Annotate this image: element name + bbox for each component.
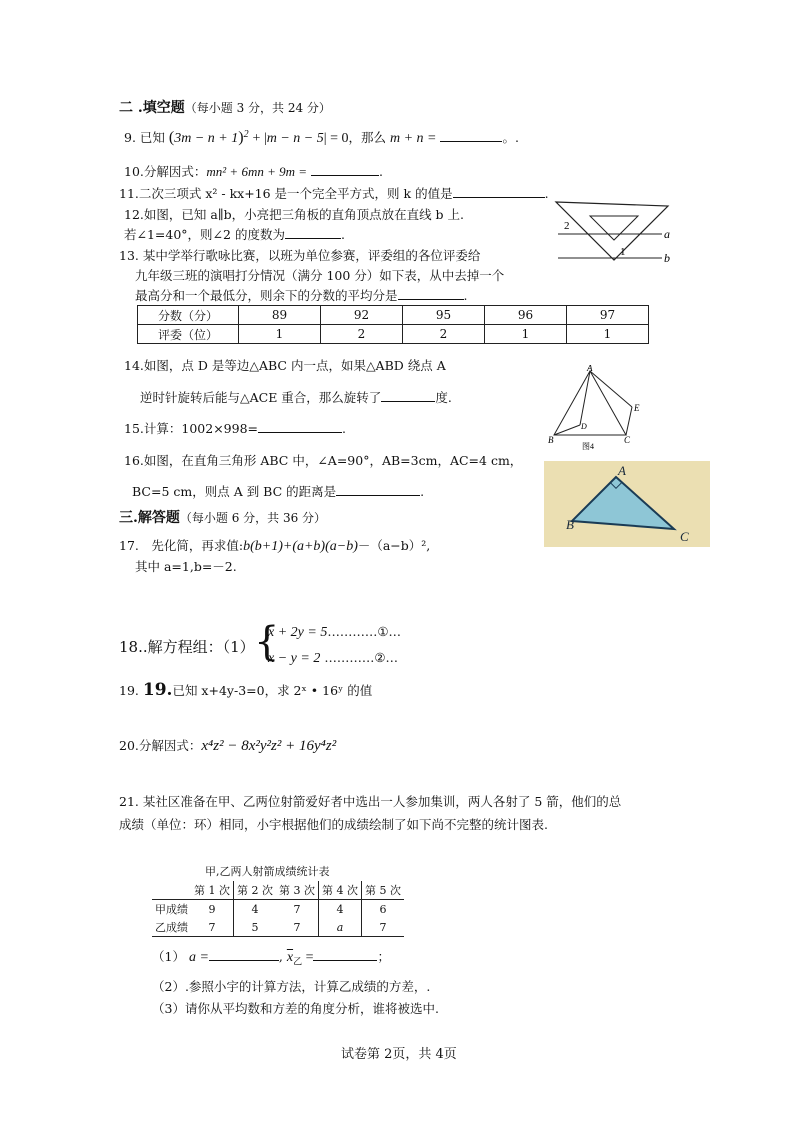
question-16-line2: BC=5 cm，则点 A 到 BC 的距离是 .: [132, 484, 425, 499]
question-21-line1: 21. 某社区准备在甲、乙两位射箭爱好者中选出一人参加集训，两人各射了 5 箭，他们的总: [119, 794, 622, 809]
table-cell: 2: [403, 325, 485, 344]
score-table: [137, 305, 649, 344]
question-21-part1: （1） a = , $\overline{x}_乙$ = ；: [152, 949, 390, 968]
table-cell: 第 3 次: [276, 881, 319, 900]
line-b-label: b: [664, 251, 670, 265]
score-row: [138, 306, 649, 325]
table-cell: 7: [293, 902, 301, 916]
question-20: 20.分解因式：x⁴z² − 8x²y²z² + 16y⁴z²: [119, 738, 337, 754]
table-cell: 1: [567, 325, 649, 344]
table-cell: 评委（位）: [138, 325, 239, 344]
table-cell: 92: [321, 306, 403, 325]
table-cell: 97: [567, 306, 649, 325]
archery-table: [152, 881, 404, 937]
archery-row-yi: [152, 918, 404, 937]
angle-2-label: 2: [564, 220, 570, 232]
question-13-line2: 九年级三班的演唱打分情况（满分 100 分）如下表，从中去掉一个: [135, 268, 505, 283]
page-footer: 试卷第 2页，共 4页: [341, 1047, 457, 1062]
question-13-line3: 最高分和一个最低分，则余下的分数的平均分是 .: [135, 288, 468, 303]
question-10: 10.分解因式：mn² + 6mn + 9m = .: [124, 164, 383, 179]
parallel-lines-figure: [550, 196, 676, 268]
table-cell: 96: [485, 306, 567, 325]
table-cell: 第 5 次: [362, 881, 405, 900]
question-11: 11.二次三项式 x² - kx+16 是一个完全平方式，则 k 的值是 .: [119, 186, 549, 201]
vertex-c-label: C: [680, 529, 689, 544]
table-cell: 7: [276, 918, 319, 937]
table-cell: 7: [362, 918, 405, 937]
vertex-d-label: D: [581, 422, 587, 431]
judge-row: [138, 325, 649, 344]
question-21-part3: （3）请你从平均数和方差的角度分析，谁将被选中.: [152, 1001, 439, 1016]
line-a-label: a: [664, 227, 670, 241]
table-cell: 第 4 次: [319, 881, 362, 900]
archery-header-row: [152, 881, 404, 900]
table-cell: 第 1 次: [191, 881, 234, 900]
table-cell: 甲成绩: [155, 903, 188, 916]
vertex-e-label: E: [634, 403, 640, 413]
question-15: 15.计算：1002×998= .: [124, 421, 346, 436]
vertex-b-label: B: [566, 517, 574, 532]
vertex-a-label: A: [587, 365, 593, 373]
question-17-line2: 其中 a=1,b=－2.: [135, 559, 237, 574]
segment-ce: [626, 407, 632, 435]
system-brace: {: [254, 619, 280, 665]
question-14-line1: 14.如图，点 D 是等边△ABC 内一点，如果△ABD 绕点 A: [124, 358, 446, 373]
table-cell: 5: [234, 918, 277, 937]
question-21-line2: 成绩（单位：环）相同，小宇根据他们的成绩绘制了如下尚不完整的统计图表.: [119, 817, 548, 832]
vertex-a-label: A: [618, 463, 626, 478]
question-19: 19. 19.已知 x+4y-3=0，求 2ˣ • 16ʸ 的值: [119, 680, 373, 700]
table-cell: 1: [485, 325, 567, 344]
question-14-line2: 逆时针旋转后能与△ACE 重合，那么旋转了 度.: [140, 390, 452, 405]
angle-1-label: 1: [620, 246, 626, 258]
equation-1: x + 2y = 5…………①…: [268, 624, 402, 640]
question-17-line1: 17. 先化简，再求值:b(b+1)+(a+b)(a−b)－（a−b）²,: [119, 538, 431, 554]
table-cell: 第 2 次: [234, 881, 277, 900]
section3-heading: 三.解答题（每小题 6 分，共 36 分）: [119, 510, 327, 526]
triangle-ruler-outer: [556, 202, 668, 260]
vertex-b-label: B: [548, 435, 554, 445]
table-cell: 4: [234, 900, 277, 919]
table-cell: 1: [239, 325, 321, 344]
segment-bd: [554, 425, 580, 435]
table-cell: 乙成绩: [152, 918, 191, 937]
question-9: 9. 已知 $(3m - n + 1)^2 + |m - n - 5| = 0$，那么 m + n = 。.: [124, 128, 519, 146]
archery-row-jia: [152, 900, 404, 919]
table-cell: 89: [239, 306, 321, 325]
question-13-line1: 13. 某中学举行歌咏比赛，以班为单位参赛，评委组的各位评委给: [119, 248, 481, 263]
table-cell: a: [319, 918, 362, 937]
table-cell: 分数（分）: [138, 306, 239, 325]
table-cell: 2: [321, 325, 403, 344]
equilateral-triangle-figure: [540, 365, 650, 457]
equation-2: x − y = 2 …………②…: [268, 650, 399, 666]
right-triangle-photo: [544, 461, 710, 547]
section2-heading: 二 .填空题（每小题 3 分，共 24 分）: [119, 100, 331, 116]
triangle-ruler-inner: [590, 216, 638, 240]
question-12-line1: 12.如图，已知 a∥b，小亮把三角板的直角顶点放在直线 b 上.: [124, 207, 465, 222]
segment-ae: [590, 371, 632, 407]
table-cell: 9: [208, 902, 216, 916]
vertex-c-label: C: [624, 435, 631, 445]
table-cell: 6: [362, 900, 405, 919]
triangle-abc: [554, 371, 626, 435]
table-cell: 4: [319, 900, 362, 919]
table-cell: 95: [403, 306, 485, 325]
question-12-line2: 若∠1=40°，则∠2 的度数为 .: [124, 227, 345, 242]
question-16-line1: 16.如图，在直角三角形 ABC 中，∠A=90°，AB=3cm，AC=4 cm，: [124, 453, 523, 468]
table-cell: [152, 881, 191, 900]
archery-table-title: 甲,乙两人射箭成绩统计表: [205, 865, 330, 878]
question-21-part2: （2）.参照小宇的计算方法，计算乙成绩的方差，.: [152, 979, 431, 994]
figure-caption: 图4: [582, 442, 594, 451]
question-18-label: 18..解方程组：（1）: [119, 638, 255, 656]
table-cell: 7: [191, 918, 234, 937]
